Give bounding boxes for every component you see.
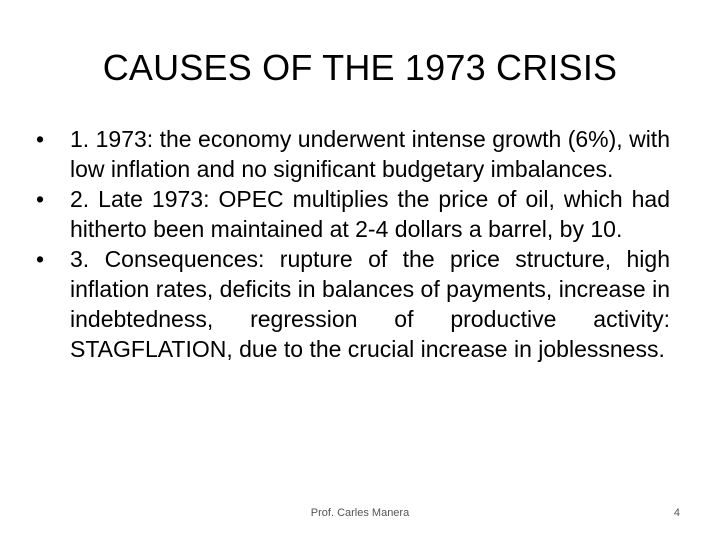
slide-title: CAUSES OF THE 1973 CRISIS (102, 47, 618, 88)
bullet-text: 3. Consequences: rupture of the price structure, high inflation rates, deficits in balances of payments, increase in indebtedness, regression of productive activity: STAGFLATION, due to the crucial increase in joblessness. (70, 246, 670, 362)
bullet-marker: • (36, 126, 45, 152)
bullet-item (36, 124, 670, 184)
bullet-text: 2. Late 1973: OPEC multiplies the price of oil, which had hitherto been maintained at 2-4 dollars a barrel, by 10. (70, 186, 670, 242)
bullet-list (36, 124, 670, 364)
bullet-marker: • (36, 186, 45, 212)
bullet-text: 1. 1973: the economy underwent intense growth (6%), with low inflation and no significant budgetary imbalances. (70, 126, 670, 182)
bullet-item (36, 184, 670, 244)
bullet-item (36, 244, 670, 364)
page-number: 4 (673, 507, 680, 519)
bullet-marker: • (36, 246, 45, 272)
footer-author: Prof. Carles Manera (310, 507, 410, 519)
